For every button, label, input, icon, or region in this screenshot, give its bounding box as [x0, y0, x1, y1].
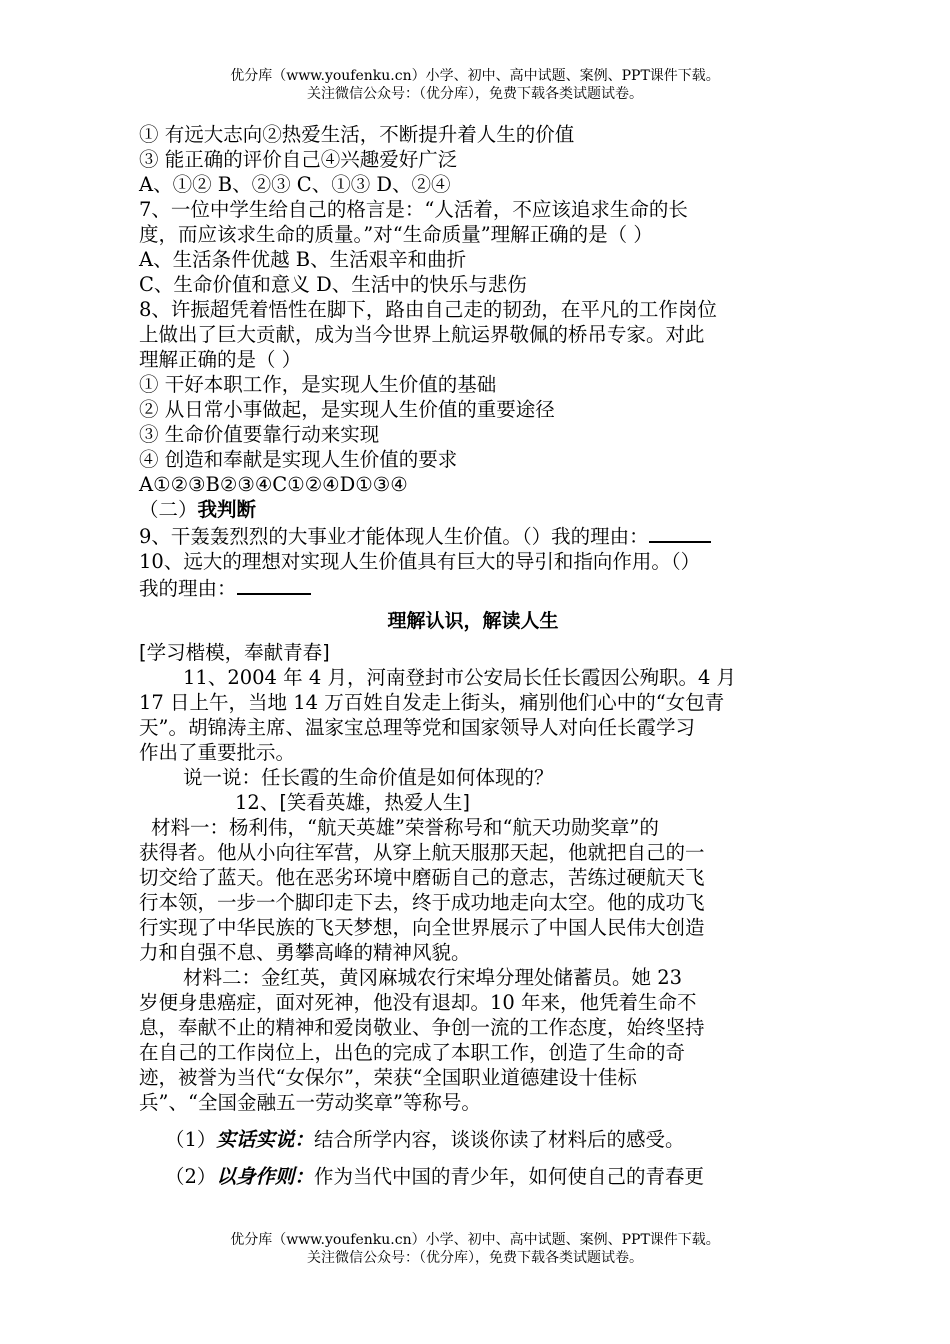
sub-1-label: 实话实说： — [216, 1128, 314, 1151]
q8-choices: A①②③B②③④C①②④D①③④ — [139, 473, 408, 496]
material-1-line: 材料一：杨利伟，“航天英雄”荣誉称号和“航天功勋奖章”的 — [151, 816, 659, 839]
material-1-line: 获得者。他从小向往军营，从穿上航天服那天起，他就把自己的一 — [139, 841, 705, 864]
judge-section-title — [139, 497, 807, 522]
q8-item: ② 从日常小事做起，是实现人生价值的重要途径 — [139, 398, 555, 421]
header-line-1: 优分库（www.youfenku.cn）小学、初中、高中试题、案例、PPT课件下载。 — [230, 68, 720, 84]
q9-text: 9、干轰轰烈烈的大事业才能体现人生价值。（）我的理由： — [139, 525, 649, 548]
q12-sub-2 — [139, 1164, 807, 1189]
material-1-line: 行实现了中华民族的飞天梦想，向全世界展示了中国人民伟大创造 — [139, 916, 705, 939]
q12-title — [139, 790, 807, 815]
page-footer — [0, 1231, 950, 1267]
q9 — [139, 522, 807, 549]
q9-answer-blank[interactable] — [649, 522, 711, 543]
judge-title: 我判断 — [197, 498, 257, 521]
footer-line-2: 关注微信公众号：（优分库），免费下载各类试题试卷。 — [307, 1250, 643, 1266]
document-body — [139, 122, 807, 1189]
q11-line: 天”。胡锦涛主席、温家宝总理等党和国家领导人对向任长霞学习 — [139, 716, 695, 739]
q10-line-2 — [139, 574, 807, 601]
q8-item: ③ 生命价值要靠行动来实现 — [139, 423, 380, 446]
q7-stem-line: 7、一位中学生给自己的格言是：“人活着，不应该追求生命的长 — [139, 198, 688, 221]
material-2-line: 迹，被誉为当代“女保尔”，荣获“全国职业道德建设十佳标 — [139, 1066, 637, 1089]
material-2-line: 材料二：金红英，黄冈麻城农行宋埠分理处储蓄员。她 23 — [183, 966, 683, 989]
header-line-2: 关注微信公众号：（优分库），免费下载各类试题试卷。 — [307, 86, 643, 102]
sub-2-text: 作为当代中国的青少年，如何使自己的青春更 — [313, 1165, 704, 1188]
material-2-line: 在自己的工作岗位上，出色的完成了本职工作，创造了生命的奇 — [139, 1041, 686, 1064]
q8-item: ① 干好本职工作，是实现人生价值的基础 — [139, 373, 497, 396]
q12-number: 12、 — [235, 791, 280, 814]
q10-answer-blank[interactable] — [237, 574, 311, 595]
sub-2-label: 以身作则： — [216, 1165, 314, 1188]
q11-line: 作出了重要批示。 — [139, 741, 296, 764]
q6-choices: A、①② B、②③ C、①③ D、②④ — [139, 173, 451, 196]
material-1-line: 切交给了蓝天。他在恶劣环境中磨砺自己的意志，苦练过硬航天飞 — [139, 866, 705, 889]
sub-2-number: （2） — [165, 1165, 217, 1188]
material-2-line: 息，奉献不止的精神和爱岗敬业、争创一流的工作态度，始终坚持 — [139, 1016, 705, 1039]
q11-line: 17 日上午，当地 14 万百姓自发走上街头，痛别他们心中的“女包青 — [139, 691, 725, 714]
q10-line-1: 10、远大的理想对实现人生价值具有巨大的导引和指向作用。（） — [139, 550, 701, 573]
q12-sub-1 — [139, 1127, 807, 1152]
subsection-title: [学习楷模，奉献青春] — [139, 641, 330, 664]
sub-1-text: 结合所学内容，谈谈你读了材料后的感受。 — [313, 1128, 685, 1151]
material-1-line: 力和自强不息、勇攀高峰的精神风貌。 — [139, 941, 471, 964]
q8-stem-line: 上做出了巨大贡献，成为当今世界上航运界敬佩的桥吊专家。对此 — [139, 323, 705, 346]
sub-1-number: （1） — [165, 1128, 217, 1151]
judge-title-prefix: （二） — [139, 498, 198, 521]
q6-options-3-4: ③ 能正确的评价自己④兴趣爱好广泛 — [139, 148, 458, 171]
material-2-line: 岁便身患癌症，面对死神，他没有退却。10 年来，他凭着生命不 — [139, 991, 697, 1014]
material-1-line: 行本领，一步一个脚印走下去，终于成功地走向太空。他的成功飞 — [139, 891, 705, 914]
page-header — [0, 67, 950, 103]
q8-stem-line: 理解正确的是（ ） — [139, 348, 302, 371]
q8-item: ④ 创造和奉献是实现人生价值的要求 — [139, 448, 458, 471]
q11-line: 11、2004 年 4 月，河南登封市公安局长任长霞因公殉职。4 月 — [183, 666, 737, 689]
q7-stem-line: 度，而应该求生命的质量。”对“生命质量”理解正确的是（ ） — [139, 223, 653, 246]
q7-choices-ab: A、生活条件优越 B、生活艰辛和曲折 — [139, 248, 467, 271]
q6-options-1-2: ① 有远大志向②热爱生活，不断提升着人生的价值 — [139, 123, 575, 146]
q7-choices-cd: C、生命价值和意义 D、生活中的快乐与悲伤 — [139, 273, 527, 296]
q12-title-text: [笑看英雄，热爱人生] — [279, 791, 471, 814]
footer-line-1: 优分库（www.youfenku.cn）小学、初中、高中试题、案例、PPT课件下载。 — [230, 1232, 720, 1248]
material-2-line: 兵”、“全国金融五一劳动奖章”等称号。 — [139, 1091, 481, 1114]
section-title: 理解认识，解读人生 — [387, 610, 559, 632]
q11-question: 说一说：任长霞的生命价值是如何体现的？ — [183, 766, 554, 789]
q8-stem-line: 8、许振超凭着悟性在脚下，路由自己走的韧劲，在平凡的工作岗位 — [139, 298, 717, 321]
q10-reason-label: 我的理由： — [139, 577, 237, 600]
